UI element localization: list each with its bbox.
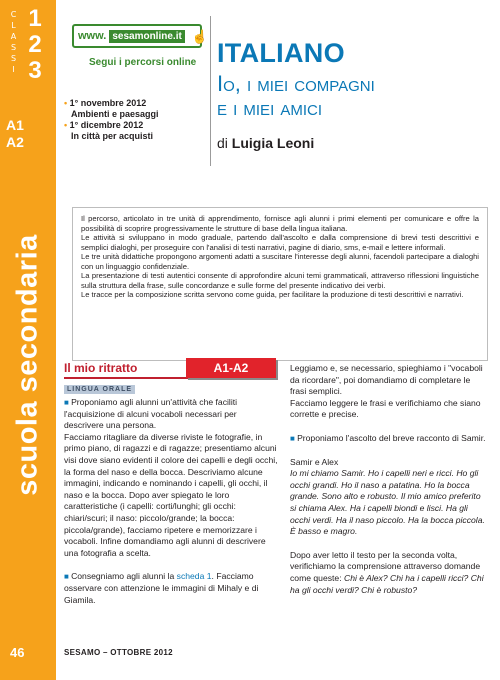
paragraph-text: Proponiamo l'ascolto del breve racconto di Samir. <box>297 432 486 443</box>
paragraph: Leggiamo e, se necessario, spieghiamo i "vocaboli da ricordare", poi domandiamo di completare le frasi semplici. <box>290 363 483 397</box>
page-title: ITALIANO <box>217 38 345 68</box>
spacer <box>290 445 488 457</box>
square-bullet-icon: ■ <box>64 398 72 407</box>
percorsi-online[interactable]: Segui i percorsi online <box>89 57 197 68</box>
paragraph-text: Dopo aver letto il testo per la seconda volta, verifichiamo la comprensione attraverso domande come queste: <box>290 549 481 583</box>
author <box>217 135 314 151</box>
intro-paragraph: Le tre unità didattiche propongono argomenti adatti a suscitare l'interesse degli alunni, facendoli partecipare a dialoghi con un linguaggio confidenziale. <box>81 252 479 271</box>
paragraph-text: . Facciamo osservare con attenzione le immagini di Mihaly e di Giamila. <box>64 571 259 605</box>
scheda-link[interactable]: scheda 1 <box>176 571 212 582</box>
author-prefix: di <box>217 135 228 151</box>
level-a2: A2 <box>6 134 24 150</box>
square-bullet-icon: ■ <box>290 433 298 443</box>
date-text: 1° novembre 2012 <box>69 98 147 108</box>
hand-cursor-icon: ☝ <box>191 29 208 44</box>
lingua-orale-tag: LINGUA ORALE <box>64 385 135 394</box>
bullet-icon: • <box>64 120 70 130</box>
section-title: Il mio ritratto <box>64 361 138 375</box>
level-badge: A1-A2 <box>186 358 276 378</box>
subtitle-line-2: e i miei amici <box>217 95 323 120</box>
paragraph-text: Proponiamo agli alunni un'attività che faciliti l'acquisizione di alcuni vocaboli necessari per descrivere una persona. <box>64 397 238 431</box>
paragraph: Facciamo leggere le frasi e verifichiamo che siano corrette e precise. <box>290 397 481 420</box>
intro-paragraph: Le attività si sviluppano in modo graduale, partendo dall'ascolto e dalla comprensione di brevi testi descrittivi e semplici dialoghi, per proseguire con l'analisi di testi narrativi, pagine di diario, sms, e-mail e lettere informali. <box>81 233 479 252</box>
intro-paragraph: La presentazione di testi autentici consente di approfondire alcuni temi grammaticali, attraverso riflessioni linguistiche sulla struttura della frase, sulle concordanze e sulle forme del presente indicativo dei verbi. <box>81 271 479 290</box>
question-text: Chi è Alex? Chi ha i capelli ricci? Chi ha gli occhi verdi? Chi è robusto? <box>290 572 484 595</box>
spacer <box>290 538 488 550</box>
class-numbers <box>20 6 50 84</box>
logo-site: sesamonline.it <box>109 30 184 43</box>
logo-www: www. <box>78 30 107 42</box>
paragraph <box>290 550 488 596</box>
intro-paragraph: Le tracce per la composizione scritta servono come guida, per facilitare la produzione di testi descrittivi e narrativi. <box>81 290 464 299</box>
date-item <box>64 98 204 109</box>
story-title: Samir e Alex <box>290 456 339 467</box>
left-column <box>64 397 278 606</box>
classi-label: CLASSI <box>9 10 18 76</box>
paragraph-text: Consegniamo agli alunni la <box>71 571 177 582</box>
subtitle-line-1: Io, i miei compagni <box>217 71 375 96</box>
date-desc: Ambienti e paesaggi <box>71 109 159 119</box>
date-text: 1° dicembre 2012 <box>69 120 144 130</box>
intro-box <box>72 207 488 361</box>
school-level-text: scuola secondaria <box>11 234 44 496</box>
paragraph <box>290 433 488 445</box>
footer-issue: SESAMO – OTTOBRE 2012 <box>64 648 173 657</box>
right-column <box>290 363 488 596</box>
spacer <box>64 559 278 571</box>
online-dates <box>64 98 204 142</box>
story-text: Io mi chiamo Samir. Ho i capelli neri e ricci. Ho gli occhi grandi. Ho il naso a patatina. Ho la bocca grande. Sono alto e robusto. Il mio amico preferito si chiama Alex. Ha i capelli biondi e lisci. Ha gli occhi verdi. Ha il naso piccolo. Ha la bocca piccola. È basso e magro. <box>290 468 485 537</box>
levels <box>6 117 50 151</box>
level-a1: A1 <box>6 117 24 133</box>
page-number: 46 <box>10 645 25 660</box>
site-logo[interactable] <box>72 24 208 48</box>
author-name: Luigia Leoni <box>231 135 315 151</box>
class-number-2: 2 <box>28 31 42 58</box>
class-number-3: 3 <box>28 57 42 84</box>
class-number-1: 1 <box>28 5 42 32</box>
sidebar-band <box>0 0 56 680</box>
intro-paragraph: Il percorso, articolato in tre unità di apprendimento, fornisce agli alunni i primi elementi per comunicare e offre la possibilità di scoprire progressivamente le strutture di base della lingua italiana. <box>81 214 479 233</box>
header-divider <box>210 16 211 166</box>
article-subtitle <box>217 72 487 120</box>
paragraph: Facciamo ritagliare da diverse riviste le fotografie, in primo piano, di ragazzi e di ragazze; presentiamo alcuni visi dove siano evidenti il colore dei capelli e degli occhi, la forma del naso e della bocca. Descriviamo alcune immagini, indicando e nominando i capelli, gli occhi, il naso e la bocca. Dopo aver spiegato le loro caratteristiche (i capelli: corti/lunghi; gli occhi: chiari/scuri; il naso: piccolo/grande; la bocca: piccola/grande), facciamo ripetere e memorizzare i vocaboli. Infine domandiamo agli alunni di descrivere una fotografia a scelta. <box>64 431 278 558</box>
spacer <box>290 421 488 433</box>
paragraph <box>64 397 278 432</box>
square-bullet-icon: ■ <box>64 572 72 582</box>
bullet-icon: • <box>64 98 70 108</box>
school-level-title <box>4 200 52 530</box>
date-desc: In città per acquisti <box>71 131 154 141</box>
paragraph <box>64 571 278 606</box>
date-item <box>64 120 204 131</box>
